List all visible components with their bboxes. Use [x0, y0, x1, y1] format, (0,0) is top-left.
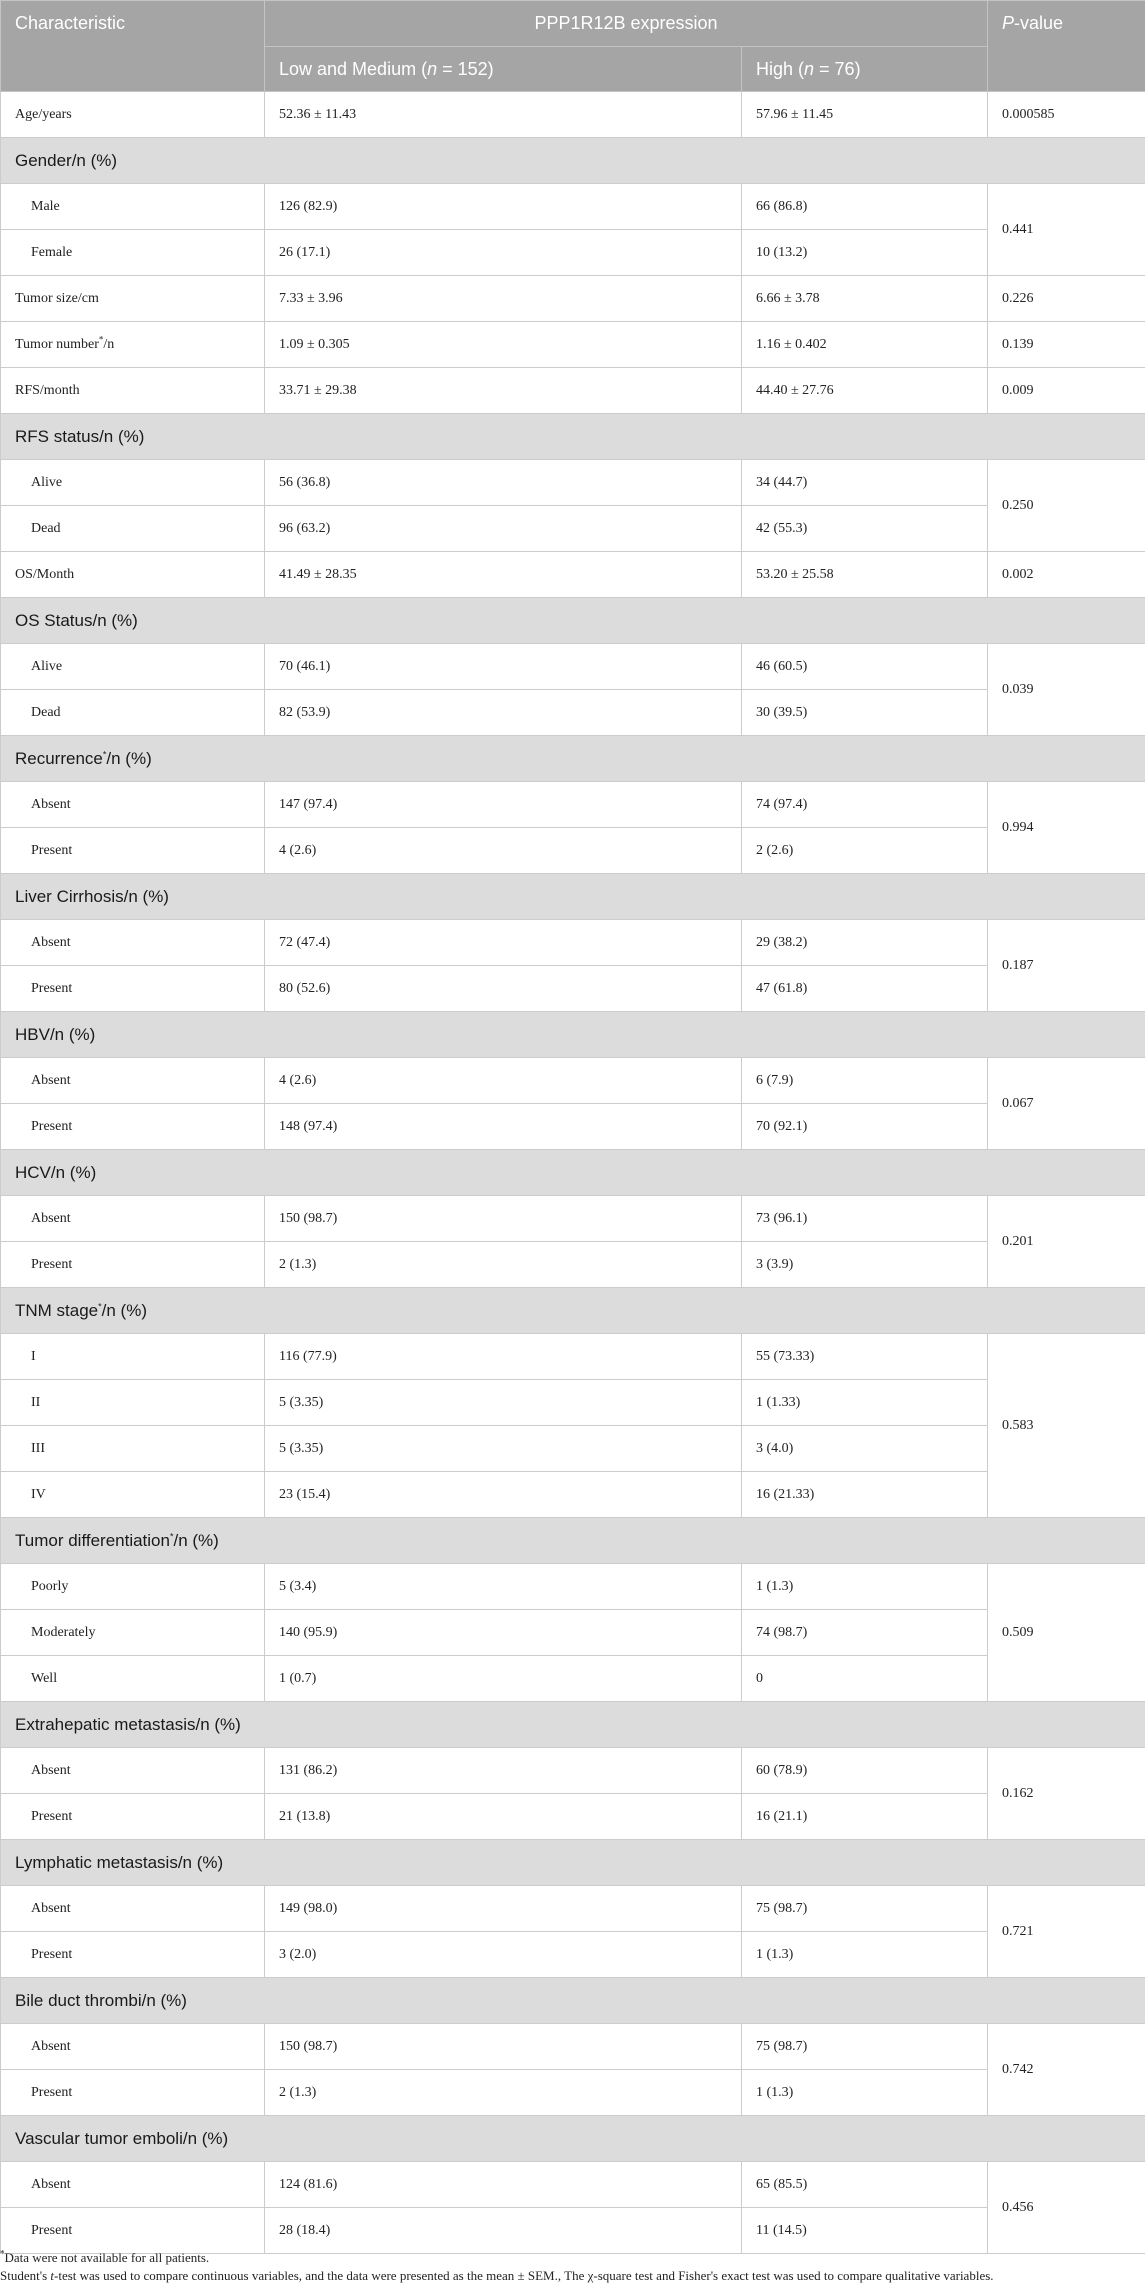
row-label: Absent: [1, 2162, 265, 2208]
low-value: 131 (86.2): [265, 1748, 742, 1794]
table-row: [1, 276, 1145, 322]
p-value: 0.067: [988, 1058, 1145, 1150]
table-row: [1, 552, 1145, 598]
category-row: [1, 874, 1145, 920]
high-value: 75 (98.7): [742, 1886, 988, 1932]
p-value: 0.139: [988, 322, 1145, 368]
p-value: 0.187: [988, 920, 1145, 1012]
category-label: Bile duct thrombi/n (%): [1, 1978, 1145, 2024]
p-value: 0.441: [988, 184, 1145, 276]
row-label: Absent: [1, 1886, 265, 1932]
footnote-methods: Student's t-test was used to compare continuous variables, and the data were presented as the mean ± SEM., The χ-square test and Fisher's exact test was used to compare qualitative variables.: [0, 2268, 994, 2283]
row-label: Alive: [1, 644, 265, 690]
high-value: 60 (78.9): [742, 1748, 988, 1794]
high-value: 1 (1.3): [742, 1932, 988, 1978]
row-label: Present: [1, 1794, 265, 1840]
high-value: 47 (61.8): [742, 966, 988, 1012]
category-label: OS Status/n (%): [1, 598, 1145, 644]
category-label: Gender/n (%): [1, 138, 1145, 184]
low-value: 28 (18.4): [265, 2208, 742, 2254]
low-value: 82 (53.9): [265, 690, 742, 736]
table-row: [1, 1564, 1145, 1610]
category-row: [1, 736, 1145, 782]
p-value: 0.456: [988, 2162, 1145, 2254]
high-value: 34 (44.7): [742, 460, 988, 506]
low-value: 5 (3.35): [265, 1380, 742, 1426]
high-value: 57.96 ± 11.45: [742, 92, 988, 138]
row-label: Absent: [1, 920, 265, 966]
low-value: 126 (82.9): [265, 184, 742, 230]
category-label: Recurrence*/n (%): [1, 736, 1145, 782]
high-value: 11 (14.5): [742, 2208, 988, 2254]
table-row: [1, 2024, 1145, 2070]
p-value: 0.009: [988, 368, 1145, 414]
row-label: Age/years: [1, 92, 265, 138]
category-row: [1, 598, 1145, 644]
low-value: 23 (15.4): [265, 1472, 742, 1518]
low-value: 26 (17.1): [265, 230, 742, 276]
low-value: 80 (52.6): [265, 966, 742, 1012]
row-label: I: [1, 1334, 265, 1380]
high-value: 10 (13.2): [742, 230, 988, 276]
row-label: Absent: [1, 1196, 265, 1242]
table-row: [1, 2162, 1145, 2208]
category-label: Extrahepatic metastasis/n (%): [1, 1702, 1145, 1748]
category-row: [1, 1840, 1145, 1886]
low-value: 7.33 ± 3.96: [265, 276, 742, 322]
low-value: 116 (77.9): [265, 1334, 742, 1380]
p-value: 0.509: [988, 1564, 1145, 1702]
high-value: 3 (3.9): [742, 1242, 988, 1288]
row-label: RFS/month: [1, 368, 265, 414]
table-row: [1, 966, 1145, 1012]
row-label: Alive: [1, 460, 265, 506]
table-row: [1, 1334, 1145, 1380]
high-value: 75 (98.7): [742, 2024, 988, 2070]
low-value: 5 (3.4): [265, 1564, 742, 1610]
high-value: 55 (73.33): [742, 1334, 988, 1380]
table-row: [1, 184, 1145, 230]
table-row: [1, 230, 1145, 276]
header-group: PPP1R12B expression: [265, 1, 988, 47]
table-row: [1, 92, 1145, 138]
row-label: Present: [1, 828, 265, 874]
row-label: Poorly: [1, 1564, 265, 1610]
table-row: [1, 644, 1145, 690]
low-value: 140 (95.9): [265, 1610, 742, 1656]
header-characteristic: Characteristic: [1, 1, 265, 92]
low-value: 70 (46.1): [265, 644, 742, 690]
low-value: 2 (1.3): [265, 2070, 742, 2116]
row-label: Present: [1, 1242, 265, 1288]
high-value: 6 (7.9): [742, 1058, 988, 1104]
row-label: Absent: [1, 782, 265, 828]
category-label: Lymphatic metastasis/n (%): [1, 1840, 1145, 1886]
high-value: 16 (21.33): [742, 1472, 988, 1518]
row-label: Well: [1, 1656, 265, 1702]
low-value: 149 (98.0): [265, 1886, 742, 1932]
footnotes: [0, 2249, 1145, 2285]
row-label: Moderately: [1, 1610, 265, 1656]
p-value: 0.250: [988, 460, 1145, 552]
high-value: 74 (97.4): [742, 782, 988, 828]
high-value: 16 (21.1): [742, 1794, 988, 1840]
low-value: 1 (0.7): [265, 1656, 742, 1702]
table-row: [1, 1380, 1145, 1426]
low-value: 4 (2.6): [265, 1058, 742, 1104]
low-value: 148 (97.4): [265, 1104, 742, 1150]
category-label: HCV/n (%): [1, 1150, 1145, 1196]
low-value: 4 (2.6): [265, 828, 742, 874]
table-row: [1, 782, 1145, 828]
row-label: Absent: [1, 2024, 265, 2070]
row-label: Male: [1, 184, 265, 230]
footnote-availability: *Data were not available for all patients.: [0, 2248, 210, 2265]
table-row: [1, 1242, 1145, 1288]
low-value: 150 (98.7): [265, 1196, 742, 1242]
p-value: 0.721: [988, 1886, 1145, 1978]
category-row: [1, 1150, 1145, 1196]
row-label: Present: [1, 966, 265, 1012]
table-row: [1, 1104, 1145, 1150]
high-value: 0: [742, 1656, 988, 1702]
table-row: [1, 368, 1145, 414]
high-value: 30 (39.5): [742, 690, 988, 736]
p-value: 0.226: [988, 276, 1145, 322]
row-label: Absent: [1, 1748, 265, 1794]
category-label: RFS status/n (%): [1, 414, 1145, 460]
row-label: Dead: [1, 690, 265, 736]
table-body: [1, 92, 1145, 2254]
category-row: [1, 1288, 1145, 1334]
table-row: [1, 460, 1145, 506]
row-label: Present: [1, 1104, 265, 1150]
p-value: 0.002: [988, 552, 1145, 598]
high-value: 6.66 ± 3.78: [742, 276, 988, 322]
high-value: 42 (55.3): [742, 506, 988, 552]
high-value: 29 (38.2): [742, 920, 988, 966]
low-value: 96 (63.2): [265, 506, 742, 552]
header-low-medium: Low and Medium (n = 152): [265, 47, 742, 92]
category-row: [1, 414, 1145, 460]
low-value: 150 (98.7): [265, 2024, 742, 2070]
high-value: 3 (4.0): [742, 1426, 988, 1472]
category-row: [1, 1012, 1145, 1058]
row-label: Absent: [1, 1058, 265, 1104]
category-label: Liver Cirrhosis/n (%): [1, 874, 1145, 920]
high-value: 1 (1.33): [742, 1380, 988, 1426]
high-value: 1 (1.3): [742, 1564, 988, 1610]
header-p-value: P-value: [988, 1, 1145, 92]
low-value: 5 (3.35): [265, 1426, 742, 1472]
row-label: OS/Month: [1, 552, 265, 598]
row-label: Present: [1, 1932, 265, 1978]
row-label: Present: [1, 2208, 265, 2254]
table-row: [1, 1426, 1145, 1472]
table-row: [1, 1932, 1145, 1978]
high-value: 1.16 ± 0.402: [742, 322, 988, 368]
p-value: 0.994: [988, 782, 1145, 874]
low-value: 1.09 ± 0.305: [265, 322, 742, 368]
low-value: 72 (47.4): [265, 920, 742, 966]
low-value: 21 (13.8): [265, 1794, 742, 1840]
table-row: [1, 1058, 1145, 1104]
category-row: [1, 1702, 1145, 1748]
high-value: 66 (86.8): [742, 184, 988, 230]
table-row: [1, 1656, 1145, 1702]
table-row: [1, 1610, 1145, 1656]
row-label: Present: [1, 2070, 265, 2116]
low-value: 56 (36.8): [265, 460, 742, 506]
low-value: 3 (2.0): [265, 1932, 742, 1978]
row-label: II: [1, 1380, 265, 1426]
table-row: [1, 920, 1145, 966]
category-row: [1, 1518, 1145, 1564]
row-label: Tumor size/cm: [1, 276, 265, 322]
category-label: Tumor differentiation*/n (%): [1, 1518, 1145, 1564]
p-value: 0.039: [988, 644, 1145, 736]
category-label: TNM stage*/n (%): [1, 1288, 1145, 1334]
low-value: 147 (97.4): [265, 782, 742, 828]
p-value: 0.742: [988, 2024, 1145, 2116]
high-value: 73 (96.1): [742, 1196, 988, 1242]
row-label: IV: [1, 1472, 265, 1518]
table-row: [1, 1748, 1145, 1794]
p-value: 0.000585: [988, 92, 1145, 138]
category-row: [1, 138, 1145, 184]
low-value: 2 (1.3): [265, 1242, 742, 1288]
p-value: 0.162: [988, 1748, 1145, 1840]
high-value: 70 (92.1): [742, 1104, 988, 1150]
p-value: 0.201: [988, 1196, 1145, 1288]
category-row: [1, 1978, 1145, 2024]
row-label: Dead: [1, 506, 265, 552]
low-value: 124 (81.6): [265, 2162, 742, 2208]
table-row: [1, 1472, 1145, 1518]
category-row: [1, 2116, 1145, 2162]
high-value: 46 (60.5): [742, 644, 988, 690]
high-value: 1 (1.3): [742, 2070, 988, 2116]
header-high: High (n = 76): [742, 47, 988, 92]
table-row: [1, 322, 1145, 368]
low-value: 41.49 ± 28.35: [265, 552, 742, 598]
table-row: [1, 1794, 1145, 1840]
high-value: 44.40 ± 27.76: [742, 368, 988, 414]
table-row: [1, 1196, 1145, 1242]
row-label: III: [1, 1426, 265, 1472]
row-label: Female: [1, 230, 265, 276]
table-row: [1, 690, 1145, 736]
low-value: 52.36 ± 11.43: [265, 92, 742, 138]
table-row: [1, 2070, 1145, 2116]
p-value: 0.583: [988, 1334, 1145, 1518]
high-value: 74 (98.7): [742, 1610, 988, 1656]
table-row: [1, 2208, 1145, 2254]
high-value: 53.20 ± 25.58: [742, 552, 988, 598]
table-row: [1, 506, 1145, 552]
row-label: Tumor number*/n: [1, 322, 265, 368]
table-row: [1, 1886, 1145, 1932]
category-label: Vascular tumor emboli/n (%): [1, 2116, 1145, 2162]
category-label: HBV/n (%): [1, 1012, 1145, 1058]
low-value: 33.71 ± 29.38: [265, 368, 742, 414]
high-value: 65 (85.5): [742, 2162, 988, 2208]
high-value: 2 (2.6): [742, 828, 988, 874]
table-row: [1, 828, 1145, 874]
